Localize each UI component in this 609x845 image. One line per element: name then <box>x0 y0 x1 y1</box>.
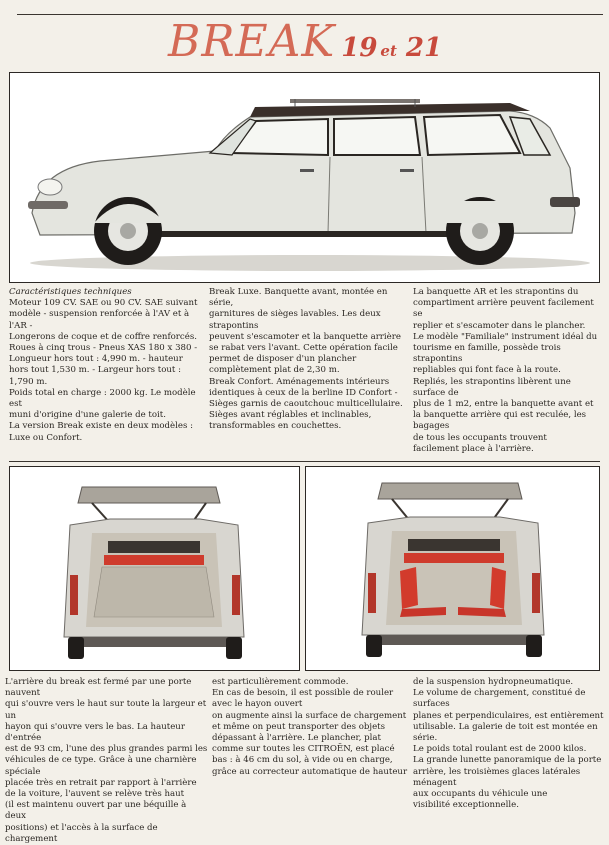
specs-text: Moteur 109 CV. SAE ou 90 CV. SAE suivant modèle - suspension renforcée à l'AV et à l'AR - Longerons de coque et de coffre renforcés. Roues à cinq trous - Pneus XAS 180 x 380 - Longueur hors tout : 4,990 m. - hauteur hors tout 1,530 m. - Largeur hors tout : 1,790 m. Poids total en charge : 2000 kg. Le modèle est muni d'origine d'une galerie de toit. La version Break existe en deux modèles : Luxe ou Confort. <box>9 298 198 443</box>
rear-view-photo-seats <box>305 466 600 671</box>
title-number-19: 19 <box>341 33 378 63</box>
loading-floor-column: est particulièrement commode. En cas de besoin, il est possible de rouler avec le hayon ouvert on augmente ainsi la surface de chargement et même on peut transporter des objets dépassant à l'arrière. Le plancher, plat comme sur toutes les CITROËN, est placé bas : à 46 cm du sol, à vide ou en charge, grâce au correcteur automatique de hauteur <box>212 677 408 777</box>
luxe-confort-column: Break Luxe. Banquette avant, montée en série, garnitures de sièges lavables. Les deux strapontins peuvent s'escamoter et la banquette arrière se rabat vers l'avant. Cette opération facile permet de disposer d'un plancher complètement plat de 2,30 m. Break Confort. Aménagements intérieurs identiques à ceux de la berline ID Confort - Sièges garnis de caoutchouc multicellulaire. Sièges avant réglables et inclinables, transformables en couchettes. <box>209 287 403 432</box>
specs-caption: Caractéristiques techniques <box>9 287 132 297</box>
title-main: BREAK <box>168 16 336 67</box>
section-divider <box>9 461 600 462</box>
page-title <box>168 16 442 68</box>
rear-view-photo-empty <box>9 466 300 671</box>
title-rule <box>17 14 603 15</box>
hero-car-image <box>9 72 600 283</box>
rear-door-column: L'arrière du break est fermé par une porte nauvent qui s'ouvre vers le haut sur toute la largeur et un hayon qui s'ouvre vers le bas. La hauteur d'entrée est de 93 cm, l'une des plus grandes parmi les véhicules de ce type. Grâce à une charnière spéciale placée très en retrait par rapport à l'arrière de la voiture, l'auvent se relève très haut (il est maintenu ouvert par une béquille à deux positions) et l'accès à la surface de chargement <box>5 677 208 844</box>
familiale-column: La banquette AR et les strapontins du compartiment arrière peuvent facilement se replier et s'escamoter dans le plancher. Le modèle "Familiale" instrument idéal du tourisme en famille, possède trois strapontins repliables qui font face à la route. Repliés, les strapontins libèrent une surface de plus de 1 m2, entre la banquette avant et la banquette arrière qui est reculée, les bagages de tous les occupants trouvent facilement place à l'arrière. <box>413 287 598 454</box>
title-et: et <box>380 42 397 60</box>
title-number-21: 21 <box>405 33 443 63</box>
volume-visibility-column: de la suspension hydropneumatique. Le volume de chargement, constitué de surfaces planes et perpendiculaires, est entièrement utilisable. La galerie de toit est montée en série. Le poids total roulant est de 2000 kilos. La grande lunette panoramique de la porte arrière, les troisièmes glaces latérales ménagent aux occupants du véhicule une visibilité exceptionnelle. <box>413 677 604 811</box>
specs-column <box>9 287 205 444</box>
